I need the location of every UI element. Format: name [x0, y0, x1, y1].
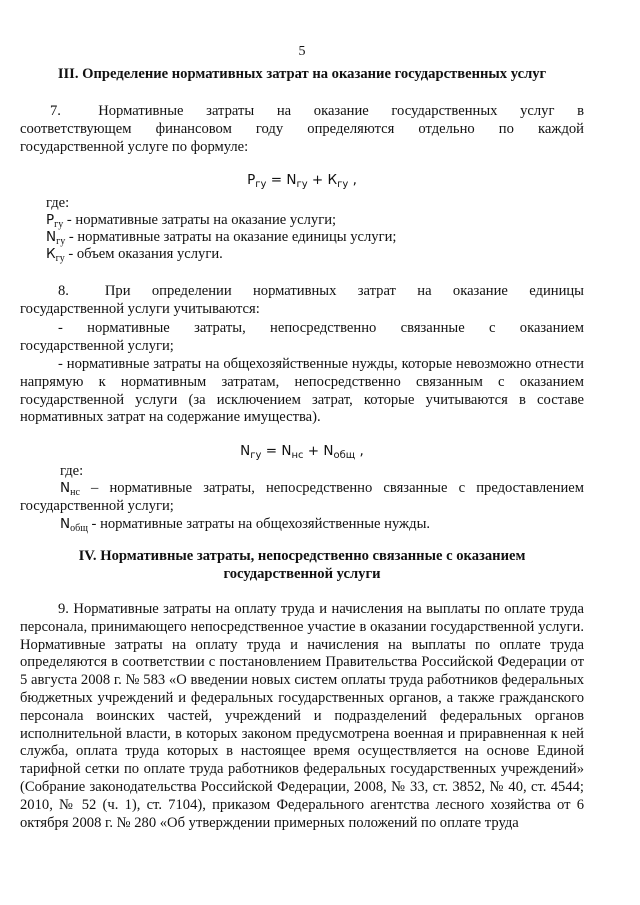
paragraph-8-line-2: государственной услуги учитываются:	[20, 301, 260, 317]
formula-pgu: $Р_{гу} = N_{гу} + К_{гу}$ ,	[247, 172, 357, 190]
formula-ngu: $N_{гу} = N_{нс} + N_{общ}$ ,	[240, 443, 364, 461]
definition-nns: $N_{нс}$ – нормативные затраты, непосредственно связанные с предоставлением государственной услуги;	[20, 480, 584, 514]
paragraph-8-line-1: 8. При определении нормативных затрат на оказание единицы	[58, 283, 584, 299]
paragraph-7-line-2: соответствующем финансовом году определяются отдельно по каждой	[20, 121, 584, 137]
section-3-heading: III. Определение нормативных затрат на оказание государственных услуг	[57, 66, 547, 82]
definition-kgu: $К_{гу}$ - объем оказания услуги.	[46, 246, 223, 264]
page-number: 5	[298, 44, 306, 59]
paragraph-9: 9. Нормативные затраты на оплату труда и начисления на выплаты по оплате труда персонала, принимающего непосредственное участие в оказании государственной услуги. Нормативные затраты на оплату труда и начисления на выплаты по оплате труда определяются в соответствии с постановлением Правительства Российской Федерации от 5 августа 2008 г. № 583 «О введении новых систем оплаты труда работников федеральных бюджетных учреждений и федеральных государственных органов, а также гражданского персонала воинских частей, учреждений и подразделений федеральных органов исполнительной власти, в которых законом предусмотрена военная и приравненная к ней служба, оплата труда которых в настоящее время осуществляется на основе Единой тарифной сетки по оплате труда работников федеральных государственных учреждений» (Собрание законодательства Российской Федерации, 2008, № 33, ст. 3852, № 40, ст. 4544; 2010, № 52 (ч. 1), ст. 7104), приказом Федерального агентства лесного хозяйства от 6 октября 2008 г. № 280 «Об утверждении примерных положений по оплате труда	[20, 601, 584, 831]
paragraph-7-line-3: государственной услуге по формуле:	[20, 139, 249, 155]
section-4-heading-line-1: IV. Нормативные затраты, непосредственно связанные с оказанием	[78, 548, 526, 564]
section-4-heading-line-2: государственной услуги	[223, 566, 381, 582]
definition-pgu: $Р_{гу}$ - нормативные затраты на оказание услуги;	[46, 212, 337, 230]
paragraph-8-item-1-line-1: - нормативные затраты, непосредственно связанные с оказанием	[58, 320, 584, 336]
definition-nobsch: $N_{общ}$ - нормативные затраты на общехозяйственные нужды.	[60, 516, 431, 534]
where-label-2: где:	[60, 463, 84, 479]
paragraph-7-line-1: 7. Нормативные затраты на оказание государственных услуг в	[50, 103, 584, 119]
definition-ngu: $N_{гу}$ - нормативные затраты на оказание единицы услуги;	[46, 229, 397, 247]
paragraph-8-item-2: - нормативные затраты на общехозяйственные нужды, которые невозможно отнести напрямую к нормативным затратам, непосредственно связанным с оказанием государственной услуги (за исключением затрат, которые учитываются в составе нормативных затрат на содержание имущества).	[20, 356, 584, 426]
where-label: где:	[46, 195, 70, 211]
paragraph-8-item-1-line-2: государственной услуги;	[20, 338, 174, 354]
